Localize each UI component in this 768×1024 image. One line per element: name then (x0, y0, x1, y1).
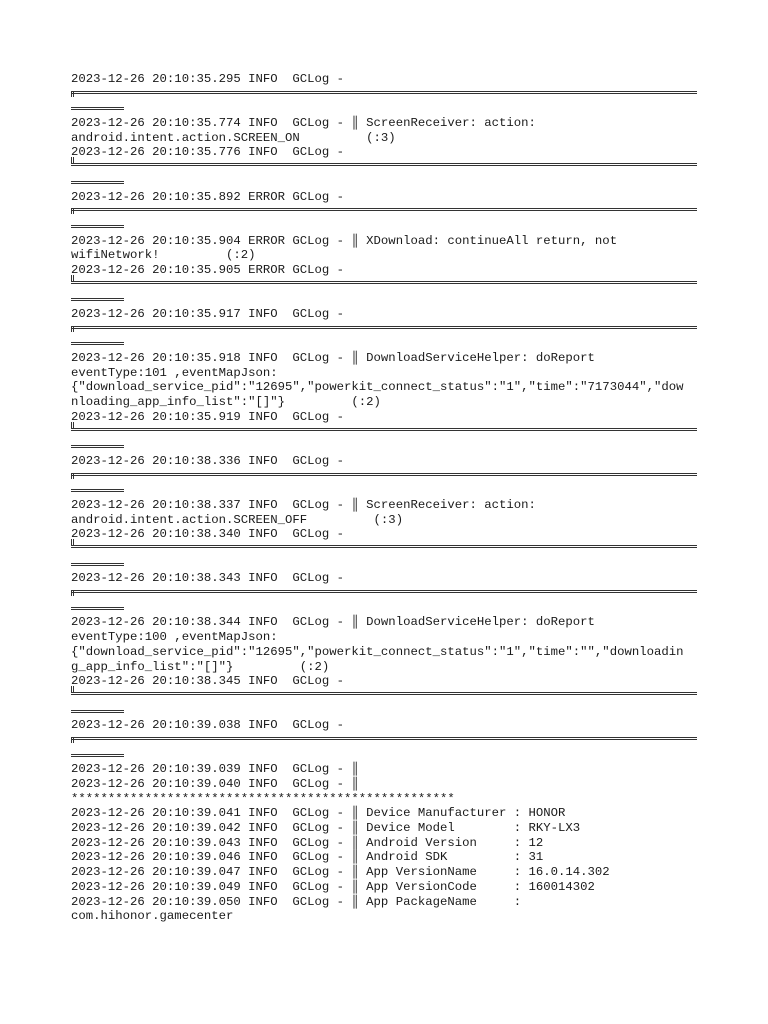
box-top-border (71, 322, 697, 337)
double-rule (71, 428, 697, 431)
double-rule (71, 326, 697, 329)
log-line: 2023-12-26 20:10:38.345 INFO GCLog - (71, 674, 345, 689)
log-line: 2023-12-26 20:10:35.919 INFO GCLog - (71, 409, 345, 424)
log-line: 2023-12-26 20:10:39.043 INFO GCLog - ║ Android Version : 12 (71, 835, 544, 850)
log-line: android.intent.action.SCREEN_ON (:3) (71, 130, 396, 145)
log-line: **************************************************** (71, 791, 455, 806)
log-line: 2023-12-26 20:10:39.049 INFO GCLog - ║ App VersionCode : 160014302 (71, 879, 595, 894)
log-line: 2023-12-26 20:10:39.039 INFO GCLog - ║ (71, 762, 359, 777)
log-line: 2023-12-26 20:10:35.905 ERROR GCLog - (71, 262, 345, 277)
double-rule (71, 545, 697, 548)
double-rule (71, 473, 697, 476)
log-line: 2023-12-26 20:10:39.050 INFO GCLog - ║ App PackageName : (71, 894, 522, 909)
box-border-continuation (71, 557, 697, 572)
log-line: eventType:101 ,eventMapJson: (71, 365, 278, 380)
log-line: 2023-12-26 20:10:39.047 INFO GCLog - ║ App VersionName : 16.0.14.302 (71, 865, 610, 880)
log-line: 2023-12-26 20:10:35.295 INFO GCLog - (71, 72, 345, 86)
double-rule-short (71, 225, 124, 228)
box-bottom-border (71, 278, 697, 293)
log-line: 2023-12-26 20:10:38.343 INFO GCLog - (71, 571, 345, 586)
box-bottom-border (71, 689, 697, 704)
double-rule-short (71, 445, 124, 448)
box-bottom-border (71, 160, 697, 175)
double-rule (71, 692, 697, 695)
log-document (71, 72, 697, 924)
log-line: wifiNetwork! (:2) (71, 248, 256, 263)
log-line: 2023-12-26 20:10:35.776 INFO GCLog - (71, 145, 345, 160)
log-line: 2023-12-26 20:10:39.040 INFO GCLog - ║ (71, 777, 359, 791)
double-rule-short (71, 563, 124, 566)
box-top-border (71, 469, 697, 484)
double-rule-short (71, 342, 124, 345)
log-line: g_app_info_list":"[]"} (:2) (71, 659, 330, 674)
double-rule (71, 91, 697, 94)
double-rule-short (71, 710, 124, 713)
double-rule-short (71, 489, 124, 492)
box-border-continuation (71, 336, 697, 351)
box-border-continuation (71, 704, 697, 719)
log-line: 2023-12-26 20:10:38.340 INFO GCLog - (71, 527, 345, 542)
log-line: 2023-12-26 20:10:35.892 ERROR GCLog - (71, 189, 345, 204)
double-rule (71, 281, 697, 284)
double-rule-short (71, 298, 124, 301)
box-top-border (71, 733, 697, 748)
log-line: 2023-12-26 20:10:39.041 INFO GCLog - ║ Device Manufacturer : HONOR (71, 806, 566, 821)
double-rule-short (71, 181, 124, 184)
box-border-continuation (71, 219, 697, 234)
box-border-continuation (71, 292, 697, 307)
log-line: 2023-12-26 20:10:38.336 INFO GCLog - (71, 453, 345, 468)
box-bottom-border (71, 542, 697, 557)
log-line: 2023-12-26 20:10:35.774 INFO GCLog - ║ ScreenReceiver: action: (71, 116, 536, 131)
log-line: 2023-12-26 20:10:39.038 INFO GCLog - (71, 718, 345, 733)
log-line: 2023-12-26 20:10:39.046 INFO GCLog - ║ Android SDK : 31 (71, 850, 544, 865)
box-border-continuation (71, 439, 697, 454)
log-line: com.hihonor.gamecenter (71, 909, 234, 924)
double-rule (71, 590, 697, 593)
log-line: 2023-12-26 20:10:39.042 INFO GCLog - ║ Device Model : RKY-LX3 (71, 821, 581, 836)
log-line: 2023-12-26 20:10:38.344 INFO GCLog - ║ DownloadServiceHelper: doReport (71, 615, 595, 630)
double-rule-short (71, 754, 124, 757)
box-border-continuation (71, 175, 697, 190)
log-line: eventType:100 ,eventMapJson: (71, 630, 278, 645)
double-rule (71, 208, 697, 211)
box-bottom-border (71, 425, 697, 440)
double-rule (71, 163, 697, 166)
box-top-border (71, 586, 697, 601)
log-line: 2023-12-26 20:10:38.337 INFO GCLog - ║ ScreenReceiver: action: (71, 497, 536, 512)
log-line: 2023-12-26 20:10:35.904 ERROR GCLog - ║ XDownload: continueAll return, not (71, 233, 618, 248)
log-line: android.intent.action.SCREEN_OFF (:3) (71, 512, 404, 527)
log-line: {"download_service_pid":"12695","powerkit_connect_status":"1","time":"7173044","dow (71, 380, 684, 395)
log-line: nloading_app_info_list":"[]"} (:2) (71, 395, 381, 410)
box-top-border (71, 87, 697, 102)
box-border-continuation (71, 748, 697, 763)
double-rule-short (71, 607, 124, 610)
log-line: 2023-12-26 20:10:35.918 INFO GCLog - ║ DownloadServiceHelper: doReport (71, 351, 595, 366)
box-border-continuation (71, 601, 697, 616)
double-rule-short (71, 107, 124, 110)
log-line: 2023-12-26 20:10:35.917 INFO GCLog - (71, 307, 345, 321)
double-rule (71, 737, 697, 740)
box-border-continuation (71, 101, 697, 116)
log-line: {"download_service_pid":"12695","powerkit_connect_status":"1","time":"","downloadin (71, 644, 684, 659)
box-top-border (71, 204, 697, 219)
box-border-continuation (71, 483, 697, 498)
